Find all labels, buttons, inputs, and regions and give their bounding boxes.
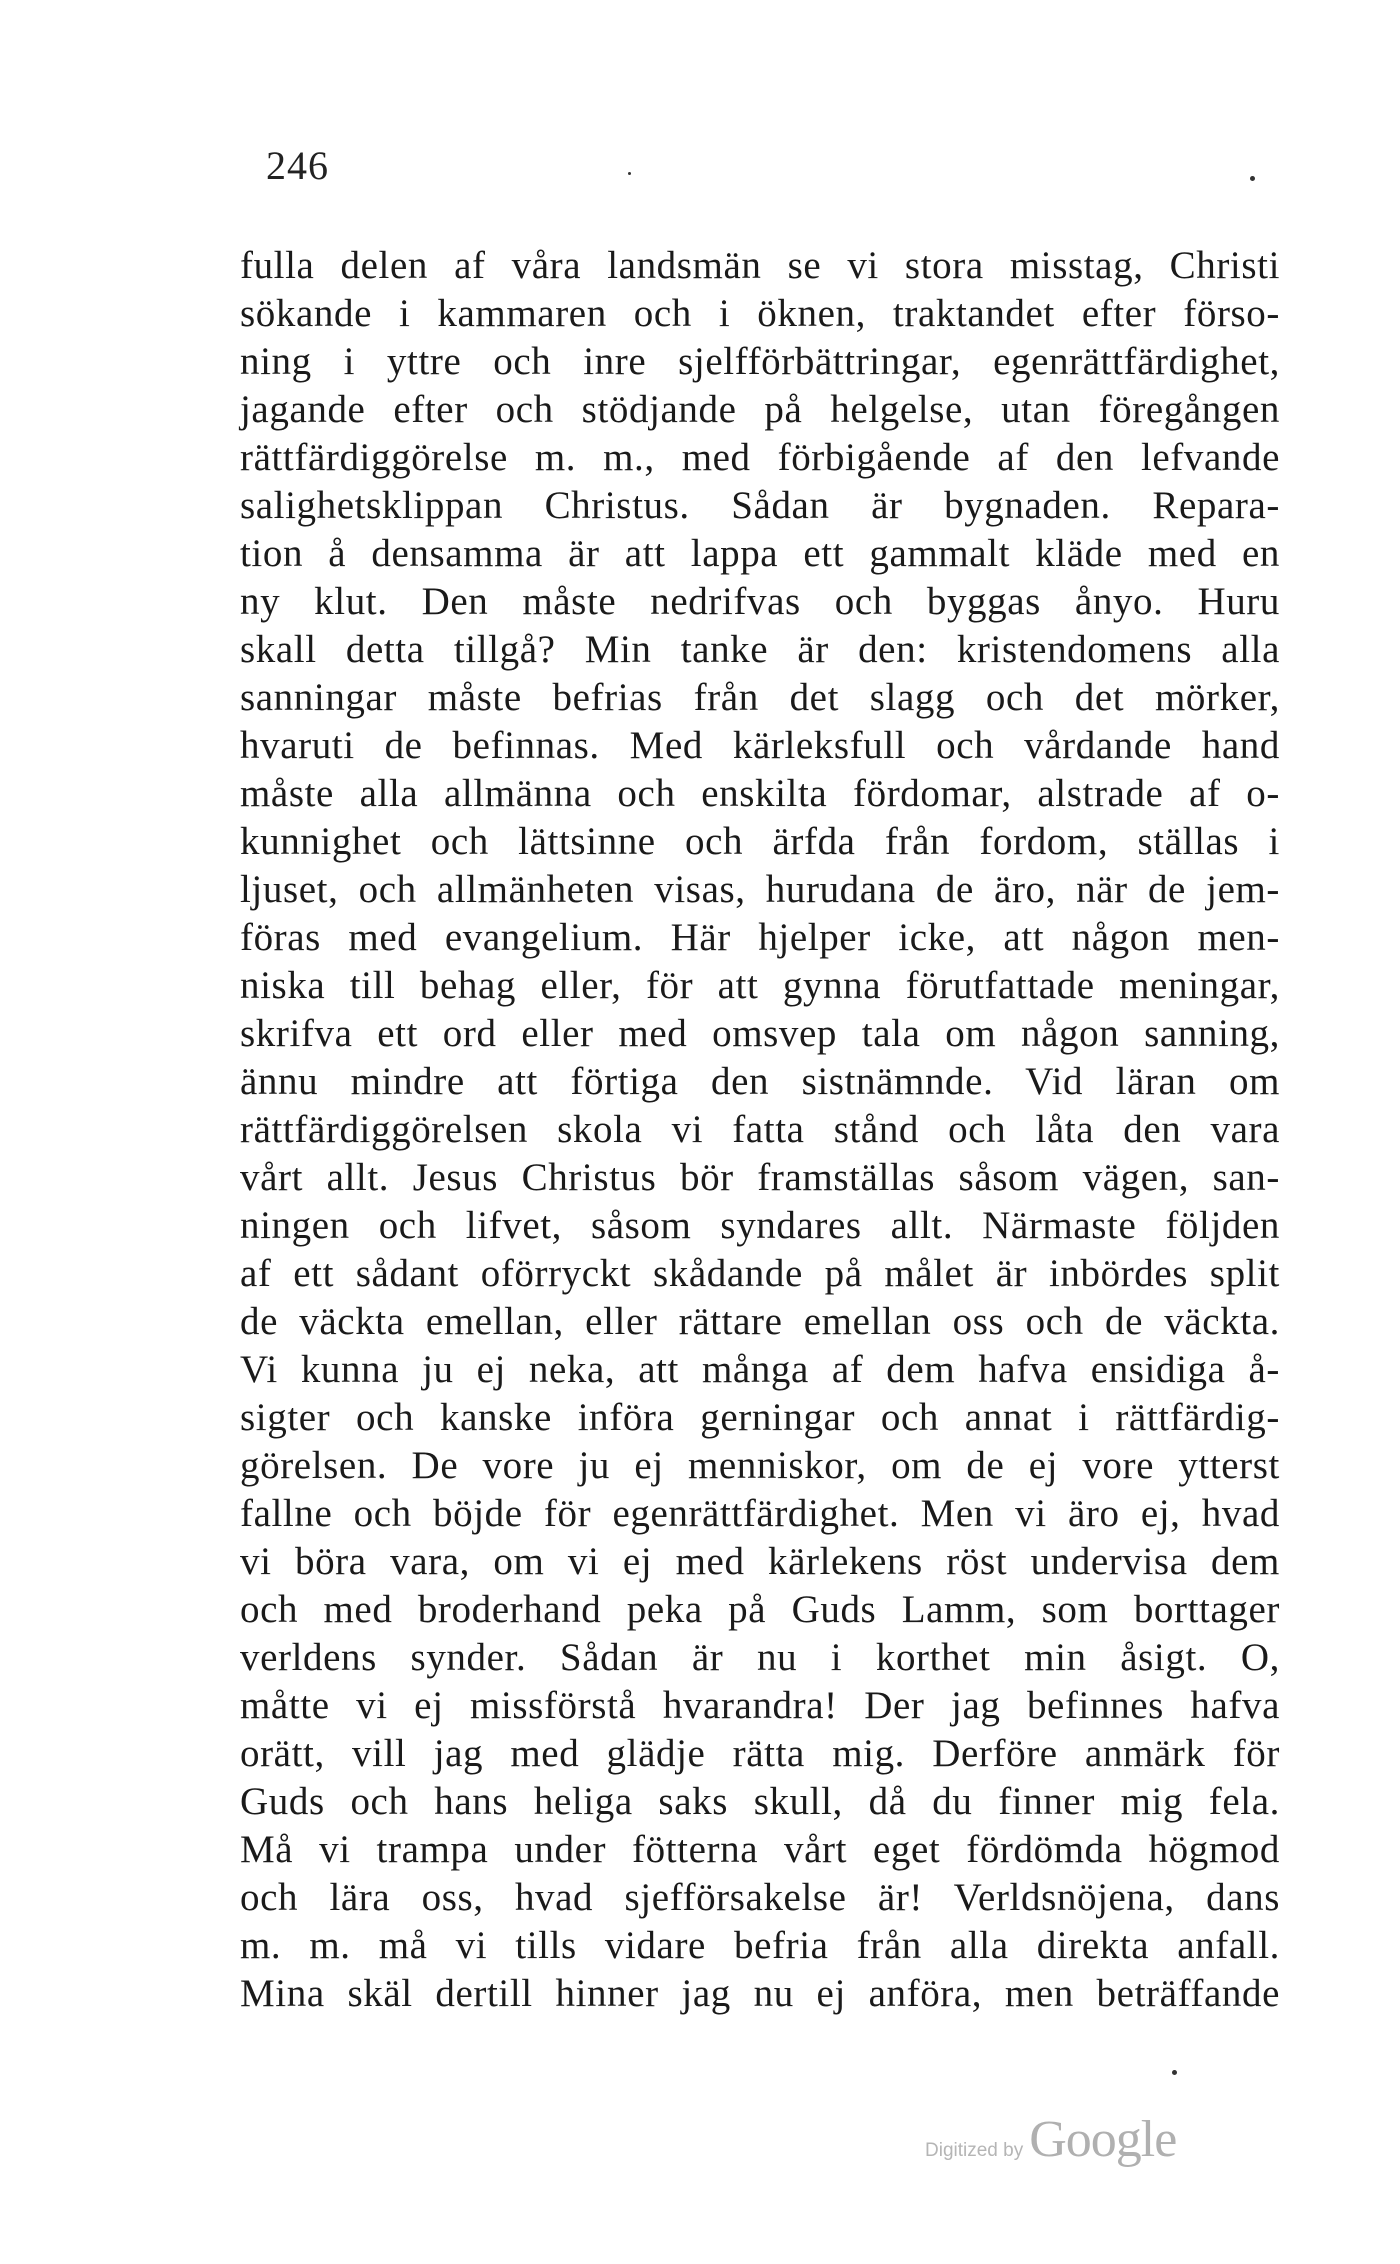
watermark-prefix: Digitized by (925, 2140, 1024, 2161)
text-line: ljuset, och allmänheten visas, hurudana de äro, när de jem- (240, 868, 1280, 911)
text-line: ny klut. Den måste nedrifvas och byggas ånyo. Huru (240, 580, 1280, 623)
text-line: görelsen. De vore ju ej menniskor, om de ej vore ytterst (240, 1444, 1280, 1487)
text-line: och lära oss, hvad sjefförsakelse är! Verldsnöjena, dans (240, 1876, 1280, 1919)
text-line: salighetsklippan Christus. Sådan är bygnaden. Repara- (240, 484, 1280, 527)
text-line: sökande i kammaren och i öknen, traktandet efter förso- (240, 292, 1280, 335)
text-line: kunnighet och lättsinne och ärfda från fordom, ställas i (240, 820, 1280, 863)
text-line: måste alla allmänna och enskilta fördomar, alstrade af o- (240, 772, 1280, 815)
print-speck (1250, 176, 1255, 181)
text-line: Må vi trampa under fötterna vårt eget fördömda högmod (240, 1828, 1280, 1871)
text-line: och med broderhand peka på Guds Lamm, som borttager (240, 1588, 1280, 1631)
print-speck (628, 172, 631, 175)
text-line: m. m. må vi tills vidare befria från alla direkta anfall. (240, 1924, 1280, 1967)
text-line: niska till behag eller, för att gynna förutfattade meningar, (240, 964, 1280, 1007)
text-line: ning i yttre och inre sjelfförbättringar, egenrättfärdighet, (240, 340, 1280, 383)
body-text (240, 242, 1280, 2018)
text-line: vårt allt. Jesus Christus bör framställas såsom vägen, san- (240, 1156, 1280, 1199)
text-line: Vi kunna ju ej neka, att många af dem hafva ensidiga å- (240, 1348, 1280, 1391)
text-line: jagande efter och stödjande på helgelse, utan föregången (240, 388, 1280, 431)
text-line: hvaruti de befinnas. Med kärleksfull och vårdande hand (240, 724, 1280, 767)
text-line: måtte vi ej missförstå hvarandra! Der jag befinnes hafva (240, 1684, 1280, 1727)
text-line: Guds och hans heliga saks skull, då du finner mig fela. (240, 1780, 1280, 1823)
text-line: skall detta tillgå? Min tanke är den: kristendomens alla (240, 628, 1280, 671)
text-line: de väckta emellan, eller rättare emellan oss och de väckta. (240, 1300, 1280, 1343)
digitized-watermark (925, 2110, 1176, 2170)
text-line: tion å densamma är att lappa ett gammalt kläde med en (240, 532, 1280, 575)
text-line: vi böra vara, om vi ej med kärlekens röst undervisa dem (240, 1540, 1280, 1583)
watermark-logo: Google (1029, 2111, 1177, 2168)
text-line: Mina skäl dertill hinner jag nu ej anföra, men beträffande (240, 1972, 1280, 2015)
text-line: orätt, vill jag med glädje rätta mig. Derföre anmärk för (240, 1732, 1280, 1775)
text-line: fallne och böjde för egenrättfärdighet. Men vi äro ej, hvad (240, 1492, 1280, 1535)
print-speck (1172, 2070, 1177, 2075)
text-line: fulla delen af våra landsmän se vi stora misstag, Christi (240, 244, 1280, 287)
text-line: ningen och lifvet, såsom syndares allt. Närmaste följden (240, 1204, 1280, 1247)
text-line: verldens synder. Sådan är nu i korthet min åsigt. O, (240, 1636, 1280, 1679)
text-line: rättfärdiggörelsen skola vi fatta stånd och låta den vara (240, 1108, 1280, 1151)
text-line: af ett sådant oförryckt skådande på målet är inbördes split (240, 1252, 1280, 1295)
text-line: skrifva ett ord eller med omsvep tala om någon sanning, (240, 1012, 1280, 1055)
text-line: sanningar måste befrias från det slagg och det mörker, (240, 676, 1280, 719)
page-number: 246 (266, 143, 329, 188)
text-line: ännu mindre att förtiga den sistnämnde. Vid läran om (240, 1060, 1280, 1103)
text-line: rättfärdiggörelse m. m., med förbigående af den lefvande (240, 436, 1280, 479)
text-line: föras med evangelium. Här hjelper icke, att någon men- (240, 916, 1280, 959)
text-line: sigter och kanske införa gerningar och annat i rättfärdig- (240, 1396, 1280, 1439)
